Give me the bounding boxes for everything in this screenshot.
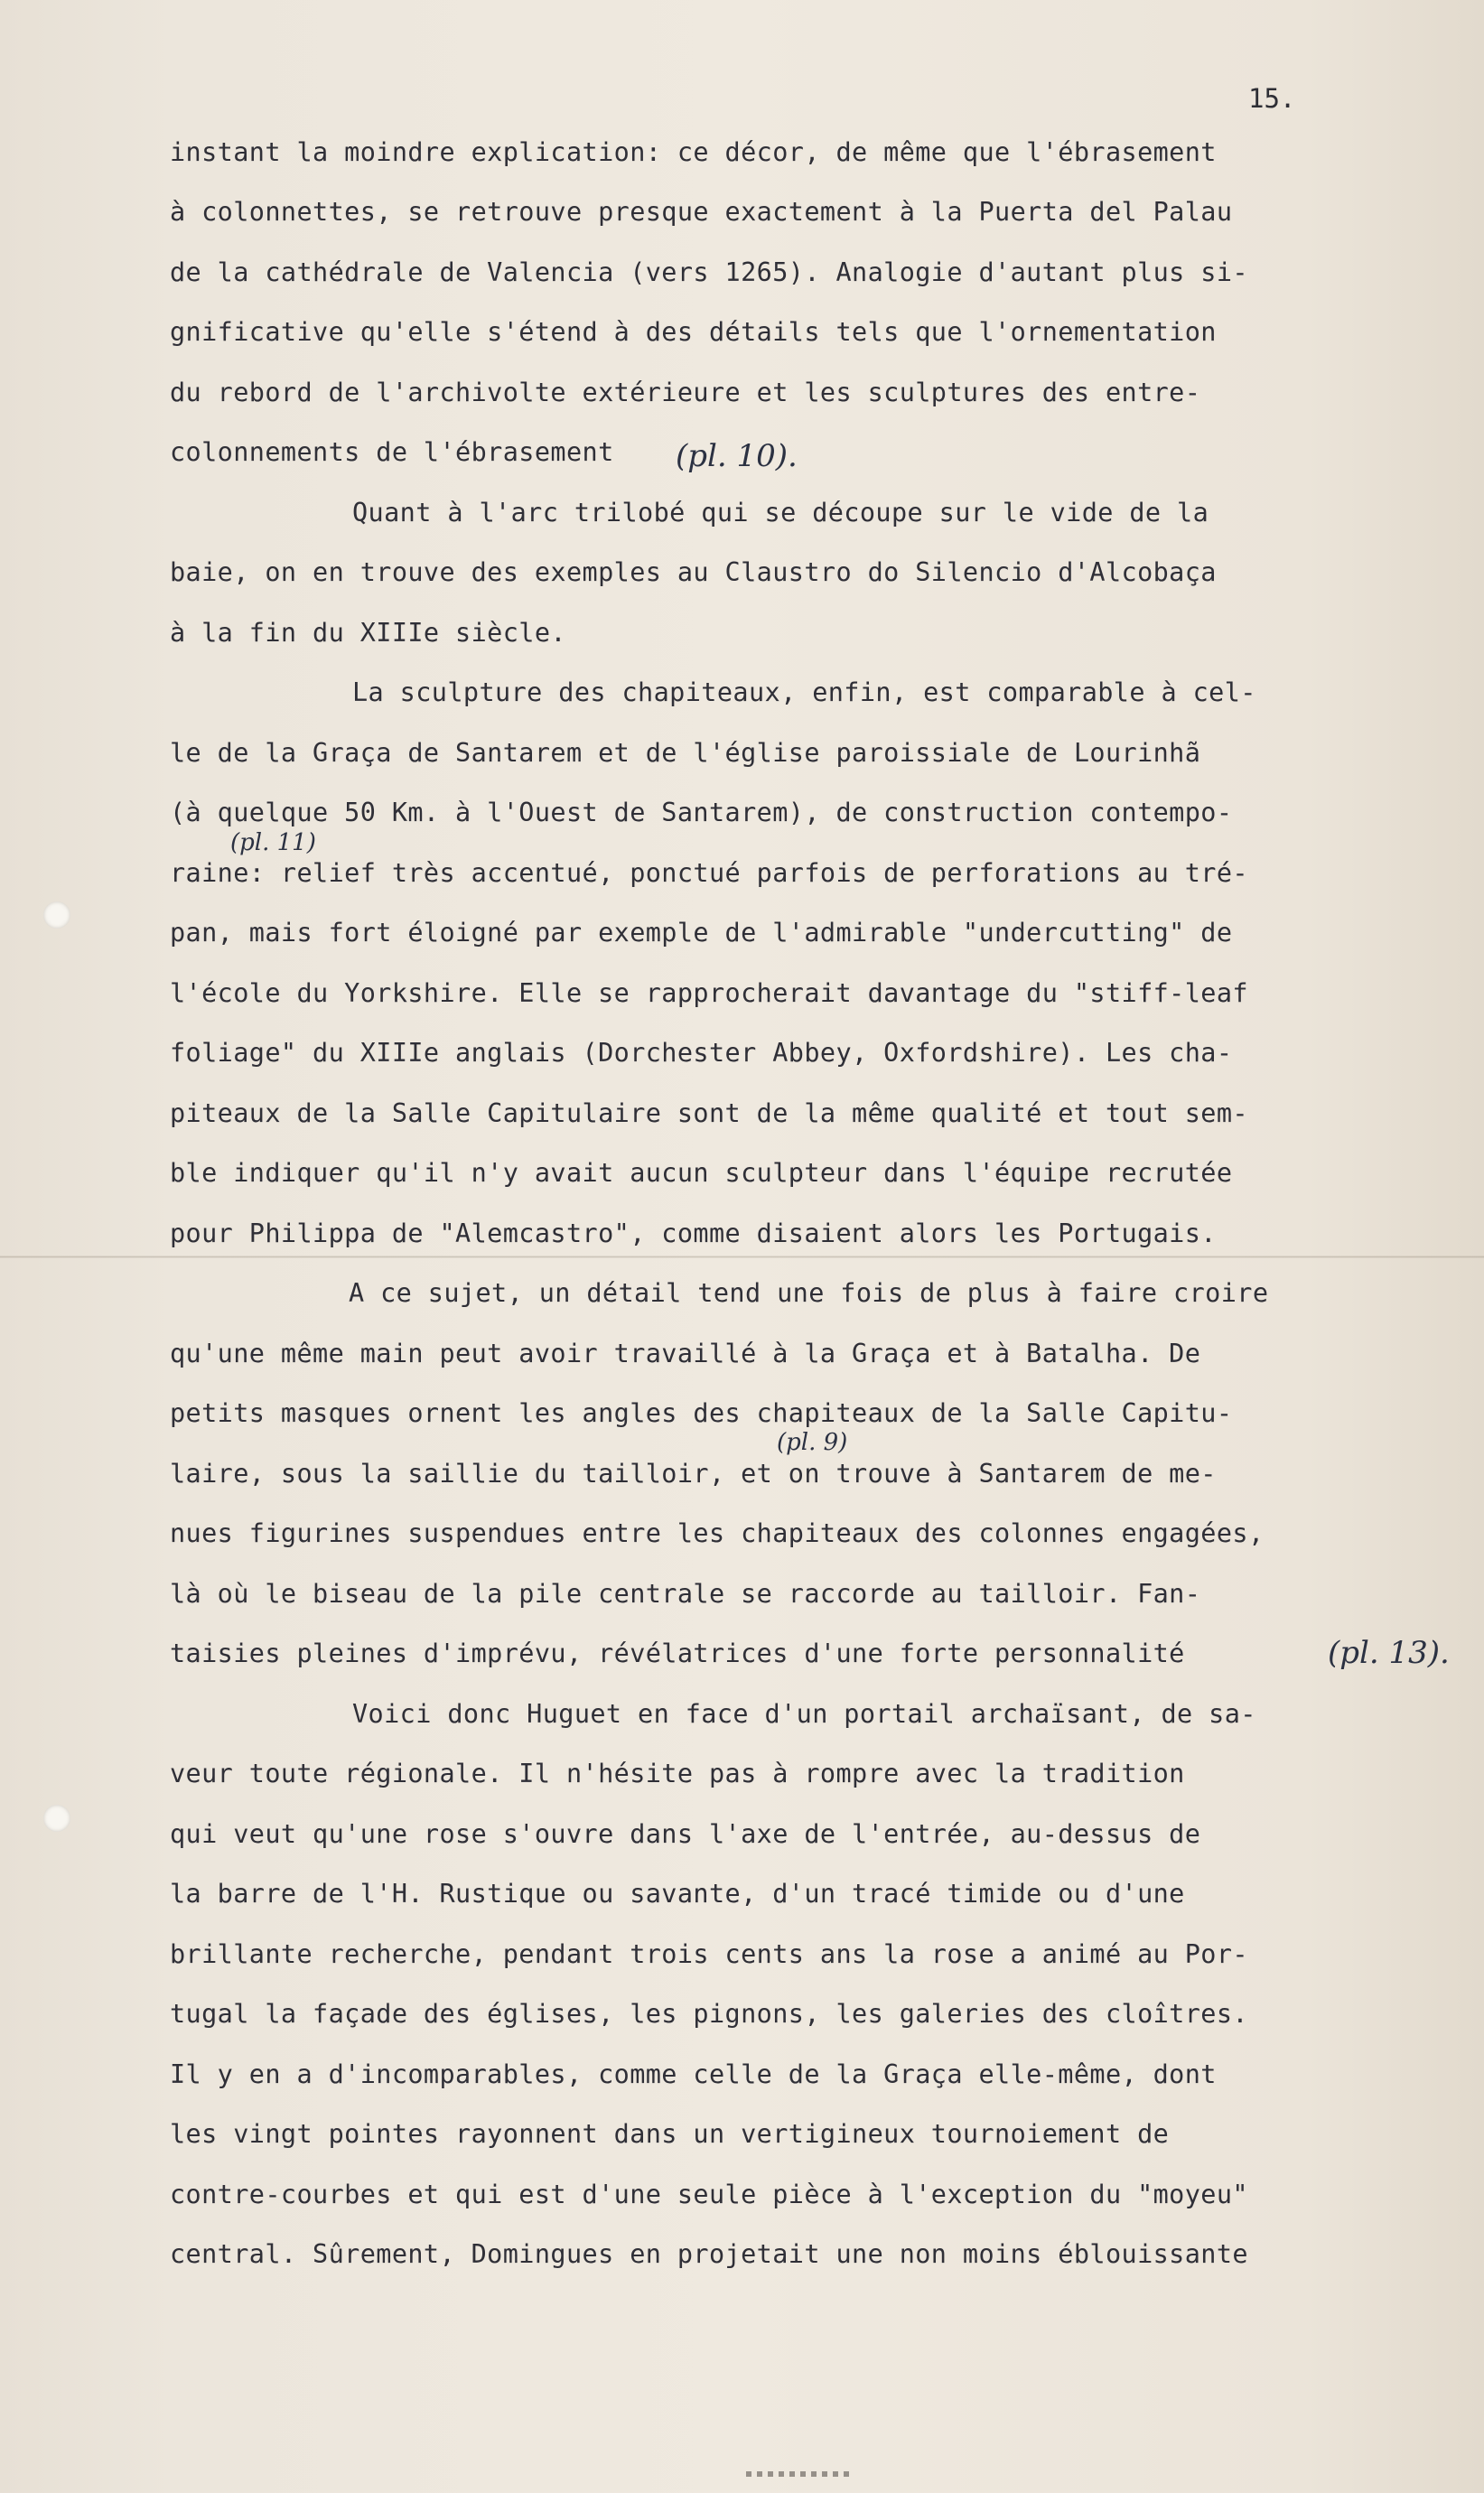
punch-hole-top	[43, 901, 70, 929]
text-line: l'école du Yorkshire. Elle se rapprocherait davantage du "stiff-leaf	[170, 978, 1248, 1008]
text-line: baie, on en trouve des exemples au Claustro do Silencio d'Alcobaça	[170, 557, 1217, 587]
text-line: veur toute régionale. Il n'hésite pas à rompre avec la tradition	[170, 1759, 1185, 1788]
text-line: Voici donc Huguet en face d'un portail archaïsant, de sa-	[352, 1699, 1256, 1729]
page-number: 15.	[1248, 83, 1296, 114]
text-line: là où le biseau de la pile centrale se raccorde au tailloir. Fan-	[170, 1579, 1201, 1609]
bottom-edge-mark	[746, 2471, 854, 2477]
text-line: foliage" du XIIIe anglais (Dorchester Abbey, Oxfordshire). Les cha-	[170, 1038, 1233, 1068]
text-line: les vingt pointes rayonnent dans un vertigineux tournoiement de	[170, 2119, 1170, 2149]
text-line: instant la moindre explication: ce décor, de même que l'ébrasement	[170, 137, 1217, 167]
text-line: à la fin du XIIIe siècle.	[170, 618, 566, 648]
handwritten-note-pl13: (pl. 13).	[1328, 1635, 1450, 1671]
text-line: pour Philippa de "Alemcastro", comme disaient alors les Portugais.	[170, 1218, 1217, 1248]
handwritten-note-pl10: (pl. 10).	[676, 438, 798, 474]
handwritten-note-pl9: (pl. 9)	[777, 1429, 848, 1456]
text-line: du rebord de l'archivolte extérieure et les sculptures des entre-	[170, 378, 1201, 407]
text-line: qu'une même main peut avoir travaillé à la Graça et à Batalha. De	[170, 1339, 1201, 1368]
text-line: piteaux de la Salle Capitulaire sont de la même qualité et tout sem-	[170, 1098, 1248, 1128]
text-line: Quant à l'arc trilobé qui se découpe sur le vide de la	[352, 498, 1209, 528]
paper-fold-line	[0, 1256, 1484, 1258]
text-line: ble indiquer qu'il n'y avait aucun sculpteur dans l'équipe recrutée	[170, 1158, 1233, 1188]
text-line: Il y en a d'incomparables, comme celle de la Graça elle-même, dont	[170, 2059, 1217, 2089]
text-line: de la cathédrale de Valencia (vers 1265). Analogie d'autant plus si-	[170, 257, 1248, 287]
text-line: brillante recherche, pendant trois cents ans la rose a animé au Por-	[170, 1939, 1248, 1969]
text-line: colonnements de l'ébrasement	[170, 437, 614, 467]
text-line: gnificative qu'elle s'étend à des détails tels que l'ornementation	[170, 317, 1217, 347]
text-line: le de la Graça de Santarem et de l'église paroissiale de Lourinhã	[170, 738, 1201, 768]
text-line: laire, sous la saillie du tailloir, et on trouve à Santarem de me-	[170, 1459, 1217, 1489]
text-line: la barre de l'H. Rustique ou savante, d'un tracé timide ou d'une	[170, 1879, 1185, 1909]
punch-hole-bottom	[43, 1805, 70, 1832]
text-line: contre-courbes et qui est d'une seule pièce à l'exception du "moyeu"	[170, 2180, 1248, 2209]
text-line: central. Sûrement, Domingues en projetait une non moins éblouissante	[170, 2239, 1248, 2269]
text-line: à colonnettes, se retrouve presque exactement à la Puerta del Palau	[170, 197, 1233, 227]
handwritten-note-pl11: (pl. 11)	[230, 829, 316, 856]
text-line: A ce sujet, un détail tend une fois de plus à faire croire	[349, 1278, 1269, 1308]
text-line: tugal la façade des églises, les pignons, les galeries des cloîtres.	[170, 1999, 1248, 2029]
text-line: qui veut qu'une rose s'ouvre dans l'axe de l'entrée, au-dessus de	[170, 1819, 1201, 1849]
text-line: taisies pleines d'imprévu, révélatrices d'une forte personnalité	[170, 1639, 1185, 1668]
text-line: pan, mais fort éloigné par exemple de l'admirable "undercutting" de	[170, 918, 1233, 948]
text-line: raine: relief très accentué, ponctué parfois de perforations au tré-	[170, 858, 1248, 888]
text-line: petits masques ornent les angles des chapiteaux de la Salle Capitu-	[170, 1398, 1233, 1428]
text-line: (à quelque 50 Km. à l'Ouest de Santarem), de construction contempo-	[170, 798, 1233, 827]
text-line: La sculpture des chapiteaux, enfin, est comparable à cel-	[352, 677, 1256, 707]
text-line: nues figurines suspendues entre les chapiteaux des colonnes engagées,	[170, 1518, 1265, 1548]
